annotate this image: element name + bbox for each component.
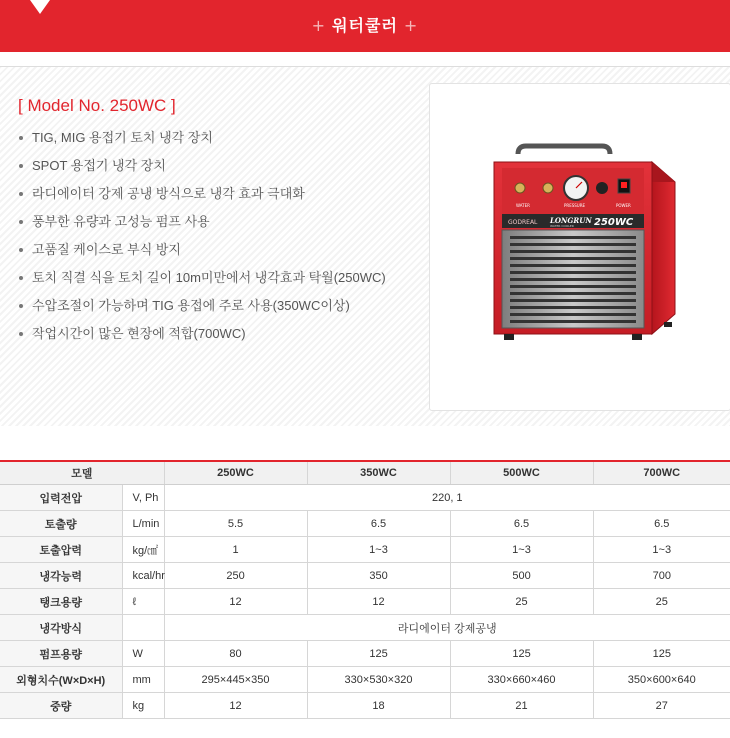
table-cell: 1~3 <box>307 537 450 563</box>
section-divider <box>0 66 730 67</box>
fitting-right-icon <box>543 183 553 193</box>
table-cell: 27 <box>593 693 730 719</box>
cooler-handle <box>518 146 610 154</box>
feature-item <box>18 152 386 180</box>
feature-item <box>18 292 386 320</box>
table-cell: 5.5 <box>164 511 307 537</box>
table-cell: 250 <box>164 563 307 589</box>
table-header-row <box>0 461 730 485</box>
row-label: 토출압력 <box>0 537 122 563</box>
table-cell: 21 <box>450 693 593 719</box>
table-cell: 6.5 <box>450 511 593 537</box>
fitting-left-icon <box>515 183 525 193</box>
feature-text: TIG, MIG 용접기 토치 냉각 장치 <box>32 130 213 145</box>
table-cell: 6.5 <box>307 511 450 537</box>
table-cell: 125 <box>593 641 730 667</box>
row-label: 냉각능력 <box>0 563 122 589</box>
row-label: 중량 <box>0 693 122 719</box>
feature-text: SPOT 용접기 냉각 장치 <box>32 158 166 173</box>
table-row <box>0 589 730 615</box>
row-unit <box>122 615 164 641</box>
row-unit: kg <box>122 693 164 719</box>
table-row <box>0 485 730 511</box>
row-label: 토출량 <box>0 511 122 537</box>
table-row <box>0 667 730 693</box>
feature-text: 토치 직결 식을 토치 길이 10m미만에서 냉각효과 탁월(250WC) <box>32 270 386 285</box>
table-cell: 1 <box>164 537 307 563</box>
model-title: [ Model No. 250WC ] <box>18 96 176 115</box>
row-label: 탱크용량 <box>0 589 122 615</box>
row-label: 입력전압 <box>0 485 122 511</box>
table-cell: 1~3 <box>450 537 593 563</box>
table-row <box>0 563 730 589</box>
bullet-icon <box>19 276 23 280</box>
bullet-icon <box>19 220 23 224</box>
feature-item <box>18 236 386 264</box>
bullet-icon <box>19 332 23 336</box>
row-unit: mm <box>122 667 164 693</box>
feature-text: 라디에이터 강제 공냉 방식으로 냉각 효과 극대화 <box>32 186 305 201</box>
table-cell: 700 <box>593 563 730 589</box>
table-cell: 350 <box>307 563 450 589</box>
table-row <box>0 537 730 563</box>
feature-item <box>18 264 386 292</box>
table-cell: 350×600×640 <box>593 667 730 693</box>
page-title <box>0 0 730 52</box>
panel-label-pressure: PRESSURE <box>564 203 586 208</box>
table-cell: 6.5 <box>593 511 730 537</box>
table-cell: 12 <box>307 589 450 615</box>
table-cell: 330×660×460 <box>450 667 593 693</box>
table-cell: 125 <box>450 641 593 667</box>
title-plus-right: + <box>403 16 419 35</box>
bullet-icon <box>19 248 23 252</box>
foot-left <box>504 334 514 340</box>
row-label: 펌프용량 <box>0 641 122 667</box>
table-row <box>0 511 730 537</box>
table-cell: 18 <box>307 693 450 719</box>
row-unit: kcal/hr <box>122 563 164 589</box>
feature-text: 수압조절이 가능하며 TIG 용접에 주로 사용(350WC이상) <box>32 298 350 313</box>
brand-logo: GODREAL <box>508 219 538 226</box>
table-cell: 330×530×320 <box>307 667 450 693</box>
knob-icon <box>596 182 608 194</box>
feature-text: 작업시간이 많은 현장에 적합(700WC) <box>32 326 246 341</box>
water-cooler-image <box>430 84 730 410</box>
page-title-text: 워터쿨러 <box>332 16 398 35</box>
row-unit: kg/㎠ <box>122 537 164 563</box>
row-unit: V, Ph <box>122 485 164 511</box>
feature-text: 풍부한 유량과 고성능 펌프 사용 <box>32 214 210 229</box>
table-cell: 295×445×350 <box>164 667 307 693</box>
feature-item <box>18 124 386 152</box>
spec-table <box>0 460 730 719</box>
table-cell: 12 <box>164 589 307 615</box>
table-cell: 25 <box>450 589 593 615</box>
model-mark: 250WC <box>594 217 634 228</box>
table-cell: 12 <box>164 693 307 719</box>
row-span-value: 220, 1 <box>164 485 730 511</box>
foot-right <box>632 334 642 340</box>
table-row <box>0 641 730 667</box>
table-cell: 80 <box>164 641 307 667</box>
row-unit: ℓ <box>122 589 164 615</box>
header-350wc: 350WC <box>307 461 450 485</box>
feature-text: 고품질 케이스로 부식 방지 <box>32 242 181 257</box>
table-row <box>0 693 730 719</box>
panel-label-water: WATER <box>516 203 530 208</box>
header-250wc: 250WC <box>164 461 307 485</box>
table-cell: 500 <box>450 563 593 589</box>
row-label: 외형치수(W×D×H) <box>0 667 122 693</box>
header-model: 모델 <box>0 461 164 485</box>
product-image-frame <box>429 83 730 411</box>
brand-name: LONGRUN <box>550 216 592 225</box>
panel-label-power: POWER <box>616 203 631 208</box>
row-unit: L/min <box>122 511 164 537</box>
table-cell: 1~3 <box>593 537 730 563</box>
feature-list <box>18 124 386 348</box>
row-unit: W <box>122 641 164 667</box>
row-span-value: 라디에이터 강제공냉 <box>164 615 730 641</box>
header-500wc: 500WC <box>450 461 593 485</box>
feature-item <box>18 320 386 348</box>
table-cell: 125 <box>307 641 450 667</box>
bullet-icon <box>19 136 23 140</box>
bullet-icon <box>19 164 23 168</box>
header-700wc: 700WC <box>593 461 730 485</box>
bullet-icon <box>19 192 23 196</box>
brand-sub: WATER COOLER <box>550 224 574 228</box>
cooler-side-panel <box>652 162 675 334</box>
title-plus-left: + <box>311 16 327 35</box>
foot-back <box>664 322 672 327</box>
feature-item <box>18 208 386 236</box>
table-row <box>0 615 730 641</box>
bullet-icon <box>19 304 23 308</box>
feature-item <box>18 180 386 208</box>
row-label: 냉각방식 <box>0 615 122 641</box>
table-cell: 25 <box>593 589 730 615</box>
